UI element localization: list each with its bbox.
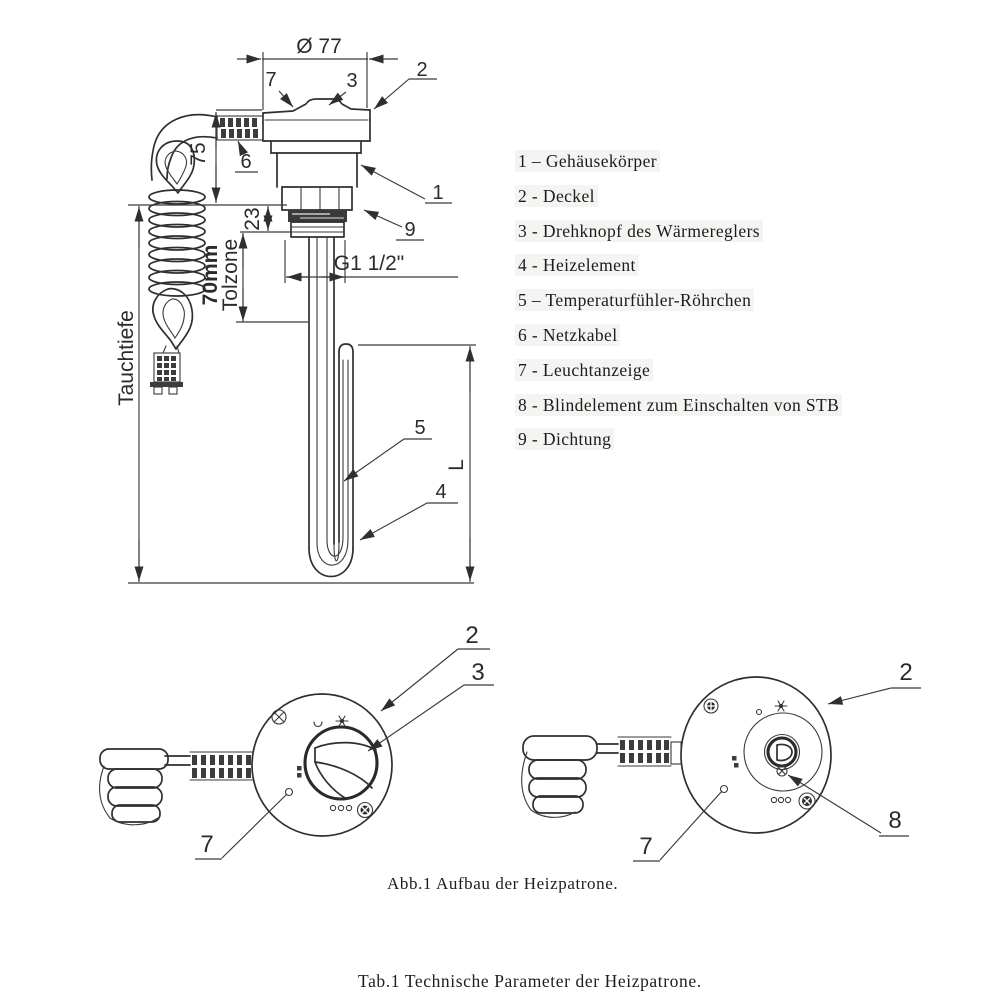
legend-item-2 xyxy=(515,186,842,221)
cable-coil xyxy=(149,190,205,296)
frost-symbol-icon xyxy=(336,716,348,726)
diameter-label: Ø 77 xyxy=(296,35,342,58)
front-view-knob xyxy=(100,622,494,859)
dimension-head-height xyxy=(187,112,216,203)
callout-1: 1 xyxy=(432,182,444,204)
legend-item-5 xyxy=(515,290,842,325)
main-callouts xyxy=(235,59,458,540)
legend-item-3-text: 3 - Drehknopf des Wärmereglers xyxy=(515,220,763,242)
screw-icon xyxy=(704,699,718,713)
plug xyxy=(522,736,597,817)
legend-item-9 xyxy=(515,429,842,464)
thread-label: G1 1/2" xyxy=(333,252,405,275)
thread-collar xyxy=(291,222,344,237)
recess-circle xyxy=(744,713,822,791)
callout-6: 6 xyxy=(240,151,252,173)
tolzone-text-label: Tolzone xyxy=(219,238,242,312)
legend-item-1 xyxy=(515,151,842,186)
reference-lines xyxy=(128,110,476,583)
cable-gland xyxy=(618,737,681,766)
figure-caption: Abb.1 Aufbau der Heizpatrone. xyxy=(387,874,619,893)
legend-item-7 xyxy=(515,360,842,395)
callout-9: 9 xyxy=(404,219,416,241)
dimension-element-length xyxy=(445,346,470,582)
callout-2: 2 xyxy=(416,59,428,81)
table-caption: Tab.1 Technische Parameter der Heizpatrone. xyxy=(358,971,702,991)
cable-gland xyxy=(190,752,253,780)
frost-symbol-icon xyxy=(775,701,787,711)
head-height-label: 75 xyxy=(187,142,210,166)
legend-item-8-text: 8 - Blindelement zum Einschalten von STB xyxy=(515,394,842,416)
gasket xyxy=(288,210,347,222)
screw-icon xyxy=(799,793,815,809)
setting-dots xyxy=(771,797,790,802)
plug xyxy=(100,749,168,825)
cable-gland xyxy=(217,116,263,140)
legend-item-4-text: 4 - Heizelement xyxy=(515,254,639,276)
callout-4: 4 xyxy=(435,481,447,503)
immersion-depth-label: Tauchtiefe xyxy=(115,310,138,406)
legend-item-6-text: 6 - Netzkabel xyxy=(515,324,620,346)
min-mark xyxy=(314,722,322,727)
power-cord xyxy=(597,744,618,753)
legend-item-7-text: 7 - Leuchtanzeige xyxy=(515,359,653,381)
callout-3: 3 xyxy=(346,70,358,92)
dimension-collar xyxy=(241,206,268,231)
dimension-tolzone xyxy=(199,233,243,322)
legend-item-6 xyxy=(515,325,842,360)
legend-item-9-text: 9 - Dichtung xyxy=(515,428,614,450)
blind-element xyxy=(765,735,800,777)
legend-item-8 xyxy=(515,395,842,430)
heating-tubes xyxy=(309,237,353,577)
dimension-immersion-depth xyxy=(115,206,139,582)
tolzone-value-label: 70mm xyxy=(199,244,222,306)
parts-legend xyxy=(515,151,842,464)
sensor-tube xyxy=(339,344,353,548)
legend-item-1-text: 1 – Gehäusekörper xyxy=(515,150,660,172)
plug xyxy=(150,346,183,394)
callout-8: 8 xyxy=(888,807,902,834)
screw-icon xyxy=(358,803,373,818)
callout-5: 5 xyxy=(414,417,426,439)
callout-3: 3 xyxy=(471,659,485,686)
legend-item-5-text: 5 – Temperaturfühler-Röhrchen xyxy=(515,289,754,311)
callout-2: 2 xyxy=(899,659,913,686)
scale-marks xyxy=(732,756,739,768)
legend-item-3 xyxy=(515,221,842,256)
callout-2: 2 xyxy=(465,622,479,649)
legend-item-2-text: 2 - Deckel xyxy=(515,185,598,207)
element-length-label: L xyxy=(445,459,468,471)
callout-7: 7 xyxy=(200,831,214,858)
dimension-thread xyxy=(285,240,458,283)
screw-icon xyxy=(272,710,286,724)
legend-item-4 xyxy=(515,255,842,290)
callout-7: 7 xyxy=(639,833,653,860)
heater-head xyxy=(263,99,370,237)
scale-marks xyxy=(297,766,302,778)
collar-label: 23 xyxy=(241,207,264,231)
min-mark xyxy=(757,710,762,715)
setting-dots xyxy=(330,805,351,810)
front-view-blind xyxy=(522,659,921,861)
callout-7: 7 xyxy=(265,69,277,91)
